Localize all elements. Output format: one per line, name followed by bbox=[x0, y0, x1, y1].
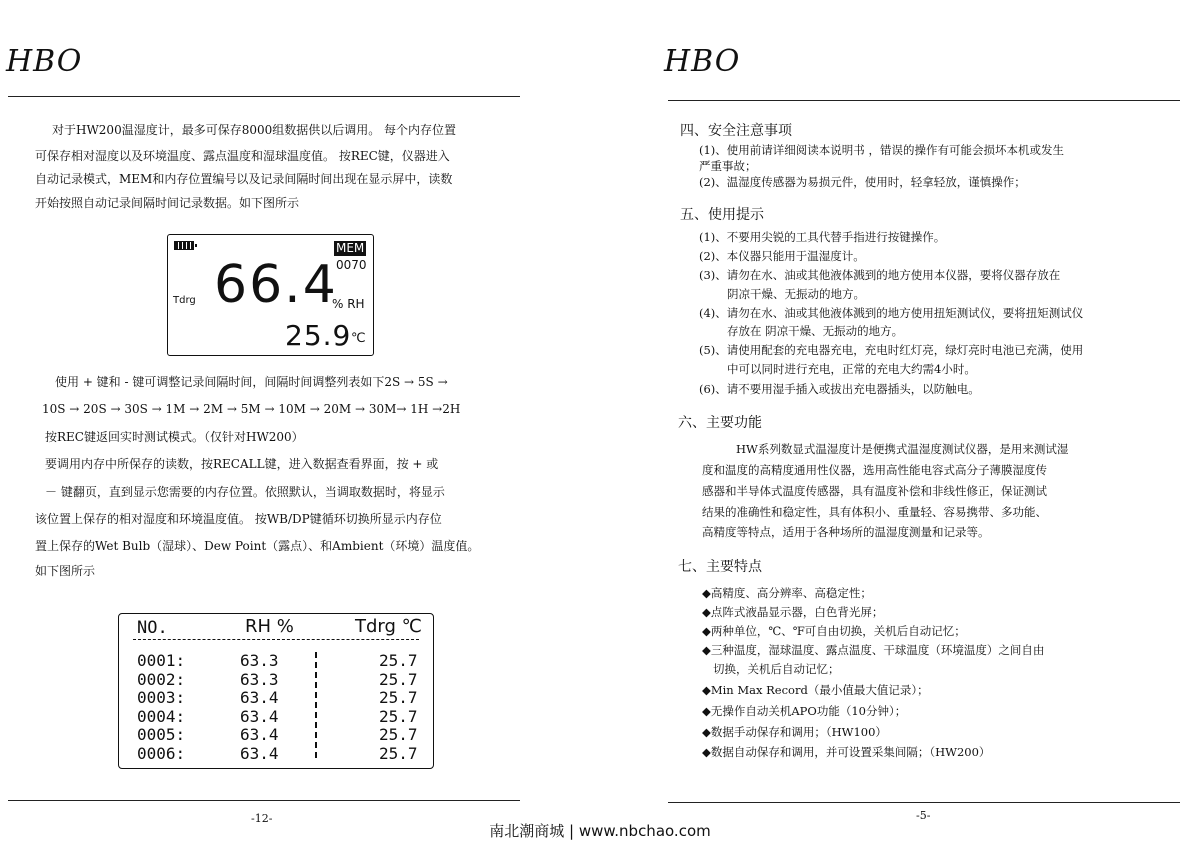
temp-reading: 25.9 bbox=[285, 319, 352, 352]
body-line-7: 置上保存的Wet Bulb（湿球）、Dew Point（露点）、和Ambient（环境）温度值。 bbox=[35, 539, 480, 553]
s7-item-2: ◆点阵式液晶显示器，白色背光屏； bbox=[702, 605, 884, 619]
record-number: 0002: bbox=[137, 669, 186, 689]
s5-item-2: (2)、本仪器只能用于温湿度计。 bbox=[699, 249, 865, 263]
s7-item-4: ◆三种温度，湿球温度、露点温度、干球温度（环境温度）之间自由 bbox=[702, 643, 1045, 657]
s5-item-3b: 阴凉干燥、无振动的地方。 bbox=[727, 287, 865, 301]
tdrg-value: 25.7 bbox=[379, 743, 418, 763]
record-number: 0006: bbox=[137, 743, 186, 763]
s5-item-4b: 存放在 阴凉干燥、无振动的地方。 bbox=[727, 324, 904, 338]
body-line-1: 使用 + 键和 - 键可调整记录间隔时间，间隔时间调整列表如下2S → 5S → bbox=[55, 375, 448, 389]
body-line-8: 如下图所示 bbox=[35, 564, 96, 578]
s4-item-2: (2)、温湿度传感器为易损元件，使用时，轻拿轻放，谨慎操作； bbox=[699, 175, 1026, 189]
s7-item-3: ◆两种单位，℃、℉可自由切换，关机后自动记忆； bbox=[702, 624, 966, 638]
header-tdrg: Tdrg ℃ bbox=[355, 616, 422, 637]
rh-reading: 66.4 bbox=[214, 255, 338, 315]
header-rule bbox=[8, 96, 520, 97]
section-4-title: 四、安全注意事项 bbox=[680, 123, 792, 139]
record-number: 0004: bbox=[137, 706, 186, 726]
battery-icon bbox=[174, 241, 194, 250]
hbo-logo: HBO bbox=[664, 44, 741, 79]
s5-item-4: (4)、请勿在水、油或其他液体溅到的地方使用扭矩测试仪，要将扭矩测试仪 bbox=[699, 306, 1084, 320]
s6-line-4: 结果的准确性和稳定性，具有体积小、重量轻、容易携带、多功能、 bbox=[702, 505, 1047, 519]
mem-indicator: MEM bbox=[336, 241, 365, 255]
tdrg-value: 25.7 bbox=[379, 688, 418, 708]
section-7-title: 七、主要特点 bbox=[678, 559, 762, 575]
s6-line-1: HW系列数显式温湿度计是便携式温湿度测试仪器，是用来测试湿 bbox=[736, 442, 1069, 456]
tdrg-value: 25.7 bbox=[379, 725, 418, 745]
s5-item-3: (3)、请勿在水、油或其他液体溅到的地方使用本仪器，要将仪器存放在 bbox=[699, 268, 1061, 282]
intro-line-2: 可保存相对湿度以及环境温度、露点温度和湿球温度值。 按REC键，仪器进入 bbox=[35, 149, 450, 163]
body-line-6: 该位置上保存的相对湿度和环境温度值。 按WB/DP键循环切换所显示内存位 bbox=[35, 512, 442, 526]
site-footer[interactable]: 南北潮商城 | www.nbchao.com bbox=[489, 822, 711, 840]
rh-value: 63.3 bbox=[240, 669, 279, 689]
s6-line-3: 感器和半导体式温度传感器，具有温度补偿和非线性修正，保证测试 bbox=[702, 484, 1047, 498]
s7-item-8: ◆数据自动保存和调用，并可设置采集间隔；（HW200） bbox=[702, 745, 991, 759]
s7-item-7: ◆数据手动保存和调用；（HW100） bbox=[702, 725, 887, 739]
header-rh: RH % bbox=[245, 616, 294, 637]
column-divider bbox=[315, 652, 317, 758]
tdrg-value: 25.7 bbox=[379, 651, 418, 670]
s5-item-1: (1)、不要用尖锐的工具代替手指进行按键操作。 bbox=[699, 230, 946, 244]
header-no: NO. bbox=[137, 618, 168, 638]
temp-unit: ℃ bbox=[351, 331, 366, 346]
s6-line-2: 度和温度的高精度通用性仪器，选用高性能电容式高分子薄膜湿度传 bbox=[702, 463, 1047, 477]
body-line-5: － 键翻页，直到显示您需要的内存位置。依照默认，当调取数据时，将显示 bbox=[45, 485, 445, 499]
s5-item-5b: 中可以同时进行充电，正常的充电大约需4小时。 bbox=[727, 362, 976, 376]
record-number: 0001: bbox=[137, 651, 186, 670]
header-divider bbox=[133, 639, 419, 640]
section-6-title: 六、主要功能 bbox=[678, 415, 762, 431]
body-line-4: 要调用内存中所保存的读数，按RECALL键，进入数据查看界面，按 + 或 bbox=[45, 457, 439, 471]
rh-value: 63.3 bbox=[240, 651, 279, 670]
body-line-2: 10S → 20S → 30S → 1M → 2M → 5M → 10M → 20M → 30M→ 1H →2H bbox=[42, 402, 461, 416]
footer-rule bbox=[668, 802, 1180, 803]
footer-rule bbox=[8, 800, 520, 801]
s5-item-6: (6)、请不要用湿手插入或拔出充电器插头，以防触电。 bbox=[699, 382, 980, 396]
lcd-display-recall bbox=[118, 613, 434, 769]
rh-value: 63.4 bbox=[240, 725, 279, 745]
s6-line-5: 高精度等特点，适用于各种场所的温湿度测量和记录等。 bbox=[702, 525, 990, 539]
rh-value: 63.4 bbox=[240, 743, 279, 763]
header-rule bbox=[668, 100, 1180, 101]
rh-unit: % RH bbox=[332, 297, 365, 311]
intro-line-4: 开始按照自动记录间隔时间记录数据。如下图所示 bbox=[35, 196, 300, 210]
hbo-logo: HBO bbox=[6, 44, 83, 79]
s7-item-1: ◆高精度、高分辨率、高稳定性； bbox=[702, 586, 872, 600]
s5-item-5: (5)、请使用配套的充电器充电，充电时红灯亮，绿灯亮时电池已充满，使用 bbox=[699, 343, 1084, 357]
right-page bbox=[600, 0, 1200, 853]
record-number: 0003: bbox=[137, 688, 186, 708]
temp-mode-label: Tdrg bbox=[173, 295, 196, 306]
tdrg-value: 25.7 bbox=[379, 706, 418, 726]
page-number: -5- bbox=[916, 809, 931, 822]
memory-location-number: 0070 bbox=[336, 258, 367, 272]
page-number: -12- bbox=[251, 812, 273, 825]
s7-item-6: ◆无操作自动关机APO功能（10分钟）； bbox=[702, 704, 907, 718]
lcd-display-live bbox=[167, 234, 374, 356]
s7-item-5: ◆Min Max Record（最小值最大值记录）； bbox=[702, 683, 929, 697]
tdrg-value: 25.7 bbox=[379, 669, 418, 689]
rh-value: 63.4 bbox=[240, 688, 279, 708]
intro-line-3: 自动记录模式，MEM和内存位置编号以及记录间隔时间出现在显示屏中，读数 bbox=[35, 172, 453, 186]
intro-line-1: 对于HW200温湿度计，最多可保存8000组数据供以后调用。 每个内存位置 bbox=[52, 123, 457, 137]
s4-item-1: (1)、使用前请详细阅读本说明书 ，错误的操作有可能会损坏本机或发生 bbox=[699, 143, 1064, 157]
section-5-title: 五、使用提示 bbox=[680, 207, 764, 223]
rh-value: 63.4 bbox=[240, 706, 279, 726]
record-number: 0005: bbox=[137, 725, 186, 745]
s4-item-1b: 严重事故； bbox=[699, 159, 757, 173]
body-line-3: 按REC键返回实时测试模式。（仅针对HW200） bbox=[45, 430, 304, 444]
s7-item-4b: 切换，关机后自动记忆； bbox=[713, 662, 840, 676]
